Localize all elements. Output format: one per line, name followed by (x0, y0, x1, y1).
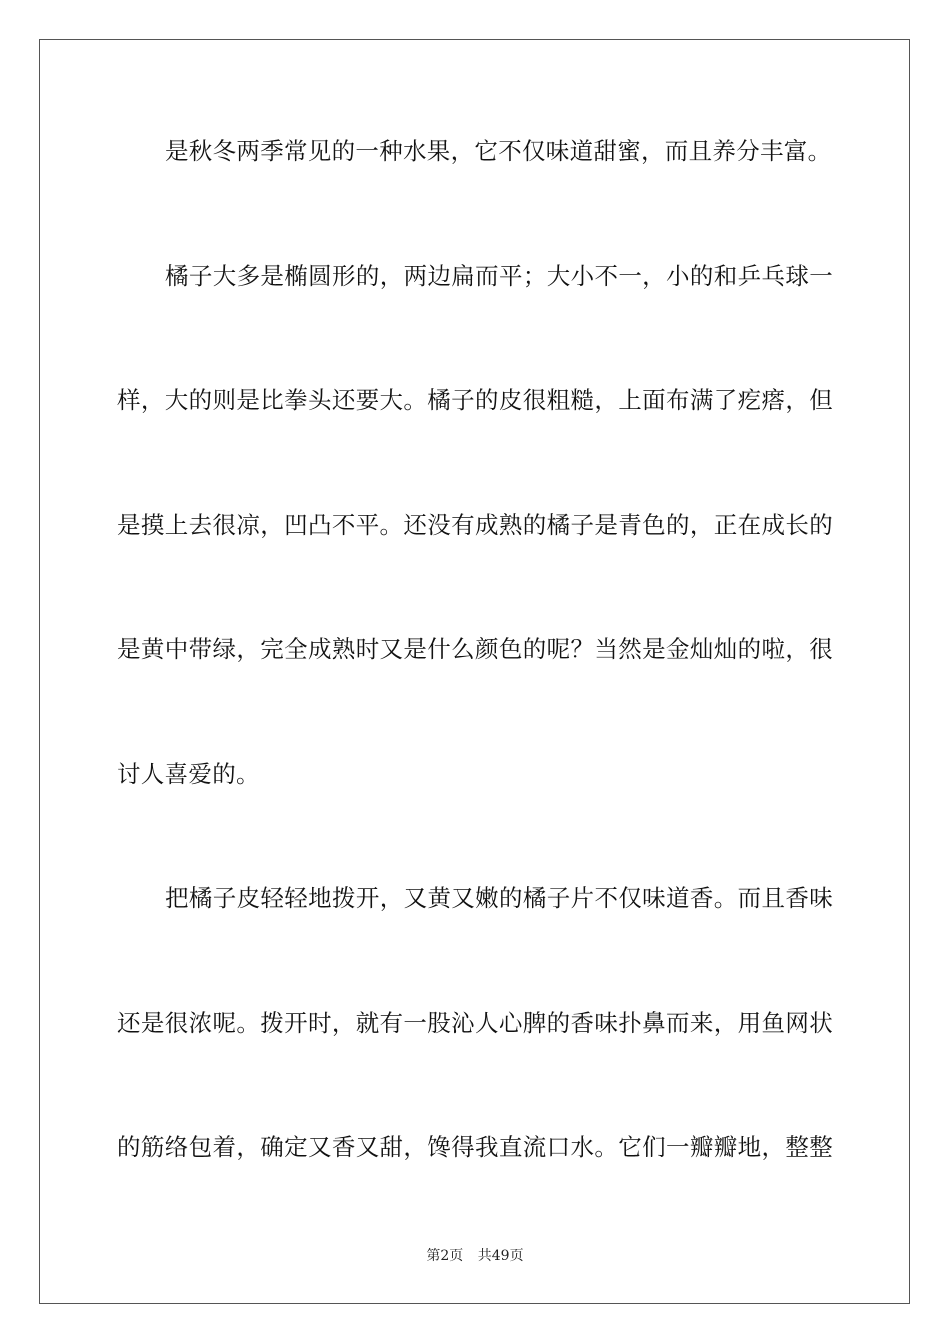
text-line: 是黄中带绿，完全成熟时又是什么颜色的呢？当然是金灿灿的啦，很 (117, 635, 833, 663)
text-line: 是秋冬两季常见的一种水果，它不仅味道甜蜜，而且养分丰富。 (165, 137, 832, 165)
text-line: 橘子大多是椭圆形的，两边扁而平；大小不一，小的和乒乓球一 (165, 262, 833, 290)
text-line: 讨人喜爱的。 (117, 760, 260, 788)
text-line: 把橘子皮轻轻地拨开，又黄又嫩的橘子片不仅味道香。而且香味 (165, 884, 833, 912)
text-line: 样，大的则是比拳头还要大。橘子的皮很粗糙，上面布满了疙瘩，但 (117, 386, 833, 414)
page-footer (0, 1246, 950, 1266)
text-line: 还是很浓呢。拨开时，就有一股沁人心脾的香味扑鼻而来，用鱼网状 (117, 1009, 833, 1037)
text-line: 的筋络包着，确定又香又甜，馋得我直流口水。它们一瓣瓣地，整整 (117, 1133, 833, 1161)
page-frame (39, 39, 910, 1304)
text-line: 是摸上去很凉，凹凸不平。还没有成熟的橘子是青色的，正在成长的 (117, 511, 833, 539)
page-total: 共49页 (477, 1248, 524, 1264)
page-number: 第2页 (426, 1248, 464, 1264)
